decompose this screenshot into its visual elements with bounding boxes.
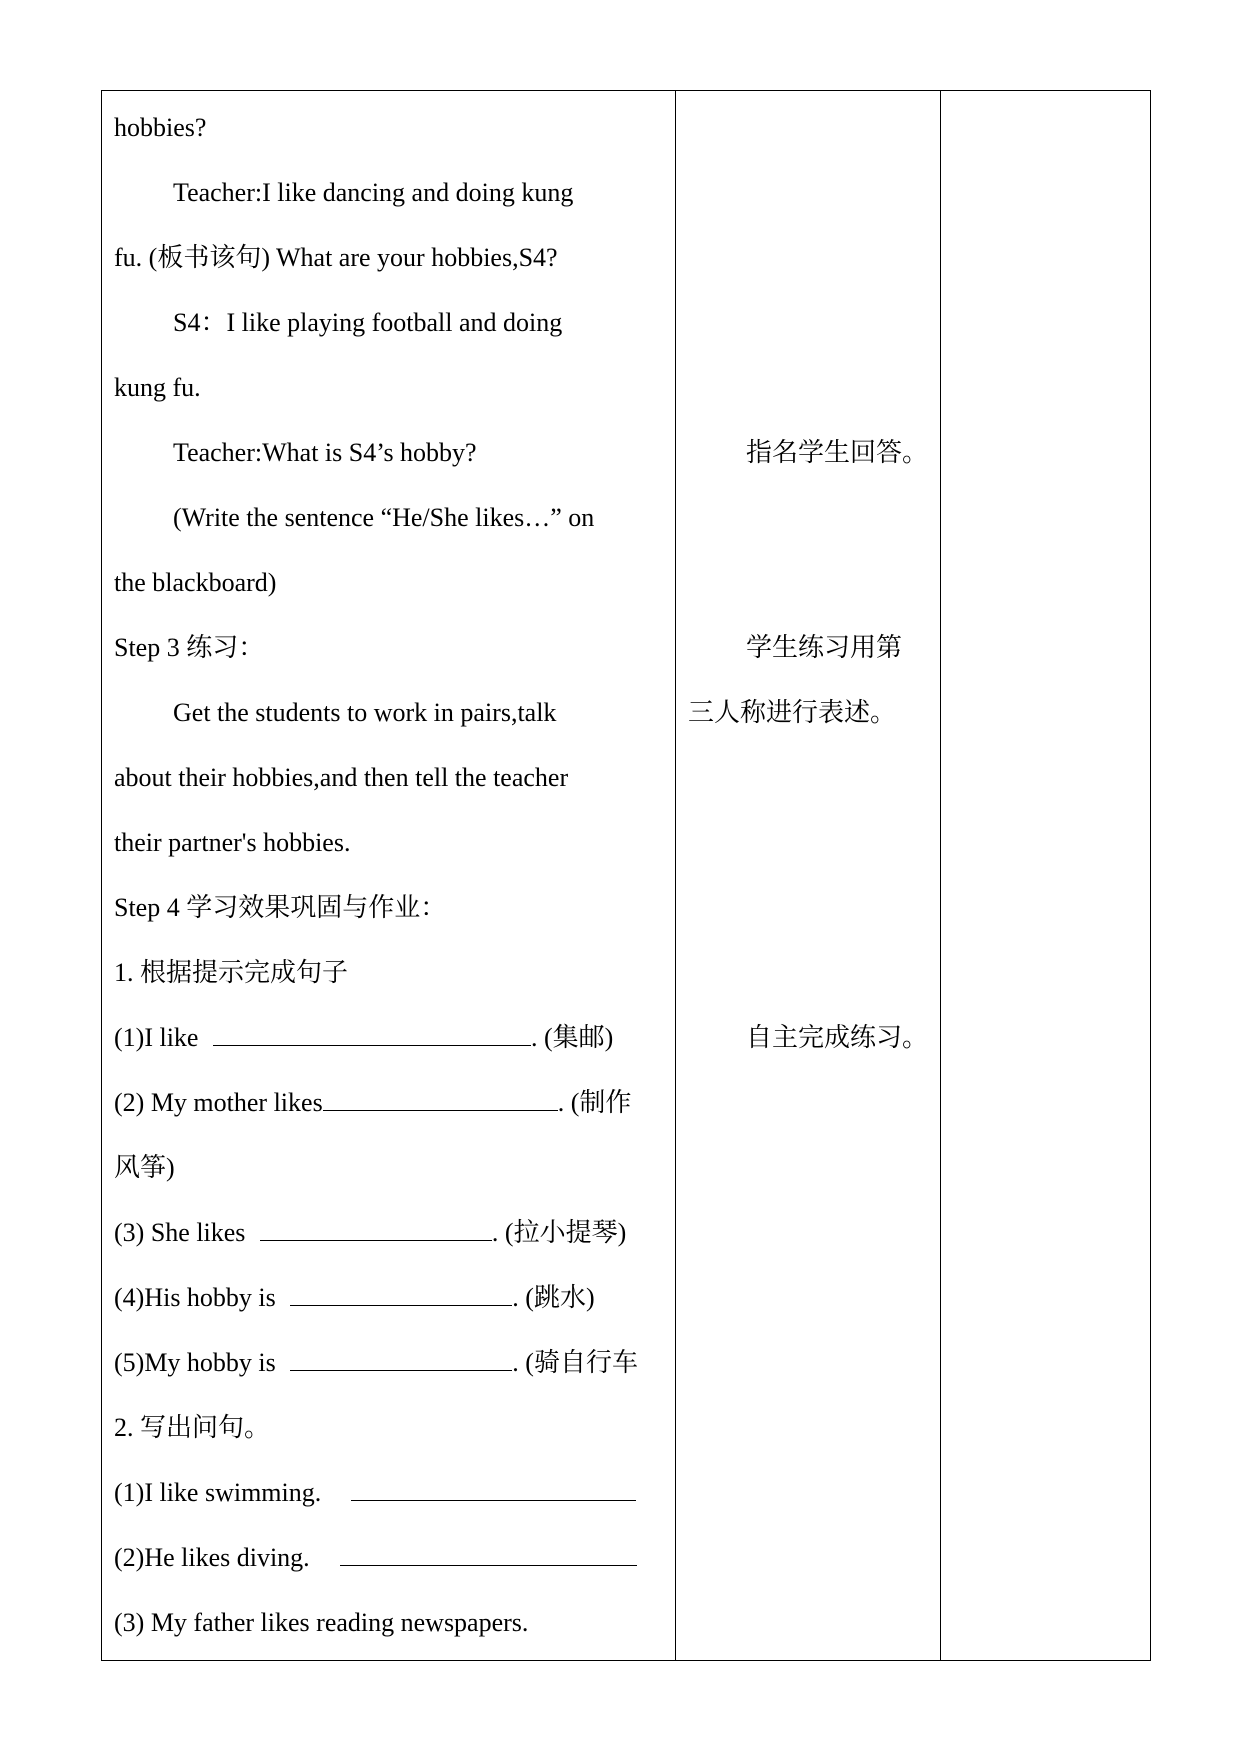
exercise-item bbox=[114, 1023, 613, 1053]
student-note: 三人称进行表述。 bbox=[688, 698, 897, 727]
text-line: the blackboard) bbox=[114, 568, 277, 597]
exercise-hint: . (骑自行车 bbox=[512, 1348, 638, 1377]
answer-blank bbox=[351, 1478, 636, 1501]
exercise-item bbox=[114, 1283, 595, 1313]
exercise-text: (2)He likes diving. bbox=[114, 1543, 310, 1572]
exercise-text: (3) She likes bbox=[114, 1218, 252, 1247]
text-line: fu. (板书该句) What are your hobbies,S4? bbox=[114, 243, 558, 272]
exercise-heading: 2. 写出问句。 bbox=[114, 1413, 271, 1442]
text-line: about their hobbies,and then tell the teacher bbox=[114, 763, 569, 792]
answer-blank bbox=[323, 1088, 558, 1111]
remarks-cell bbox=[941, 91, 1151, 1661]
exercise-item bbox=[114, 1543, 637, 1573]
text-line: Teacher:I like dancing and doing kung bbox=[173, 178, 574, 207]
teacher-activity-cell bbox=[102, 91, 676, 1661]
answer-blank bbox=[213, 1023, 531, 1046]
answer-blank bbox=[290, 1348, 512, 1371]
exercise-text: (4)His hobby is bbox=[114, 1283, 283, 1312]
student-note: 学生练习用第 bbox=[746, 633, 903, 662]
text-line: hobbies? bbox=[114, 113, 207, 142]
exercise-item bbox=[114, 1153, 175, 1183]
answer-blank bbox=[260, 1218, 492, 1241]
answer-blank bbox=[290, 1283, 512, 1306]
step-heading: Step 4 学习效果巩固与作业： bbox=[114, 893, 447, 922]
lesson-plan-table bbox=[101, 90, 1151, 1661]
exercise-text: (1)I like swimming. bbox=[114, 1478, 322, 1507]
exercise-item bbox=[114, 1088, 631, 1118]
student-activity-cell bbox=[676, 91, 941, 1661]
text-line: Get the students to work in pairs,talk bbox=[173, 698, 557, 727]
text-line: kung fu. bbox=[114, 373, 201, 402]
exercise-heading: 1. 根据提示完成句子 bbox=[114, 958, 349, 987]
exercise-hint: . (集邮) bbox=[530, 1023, 614, 1052]
exercise-item bbox=[114, 1348, 638, 1378]
exercise-hint: . (跳水) bbox=[512, 1283, 595, 1312]
text-line: (Write the sentence “He/She likes…” on bbox=[173, 503, 595, 532]
exercise-item bbox=[114, 1608, 528, 1638]
text-line: S4：I like playing football and doing bbox=[173, 308, 563, 337]
exercise-text: (1)I like bbox=[114, 1023, 205, 1052]
exercise-item bbox=[114, 1218, 626, 1248]
student-note: 自主完成练习。 bbox=[746, 1023, 929, 1052]
exercise-hint: . (制作 bbox=[557, 1088, 632, 1117]
exercise-text: 风筝) bbox=[114, 1153, 175, 1182]
table-row bbox=[102, 91, 1151, 1661]
exercise-text: (3) My father likes reading newspapers. bbox=[114, 1608, 529, 1637]
exercise-text: (5)My hobby is bbox=[114, 1348, 283, 1377]
text-line: Teacher:What is S4’s hobby? bbox=[173, 438, 477, 467]
exercise-text: (2) My mother likes bbox=[114, 1088, 323, 1117]
text-line: their partner's hobbies. bbox=[114, 828, 351, 857]
exercise-item bbox=[114, 1478, 636, 1508]
student-note: 指名学生回答。 bbox=[746, 438, 929, 467]
exercise-hint: . (拉小提琴) bbox=[491, 1218, 627, 1247]
answer-blank bbox=[340, 1543, 637, 1566]
step-heading: Step 3 练习： bbox=[114, 633, 265, 662]
